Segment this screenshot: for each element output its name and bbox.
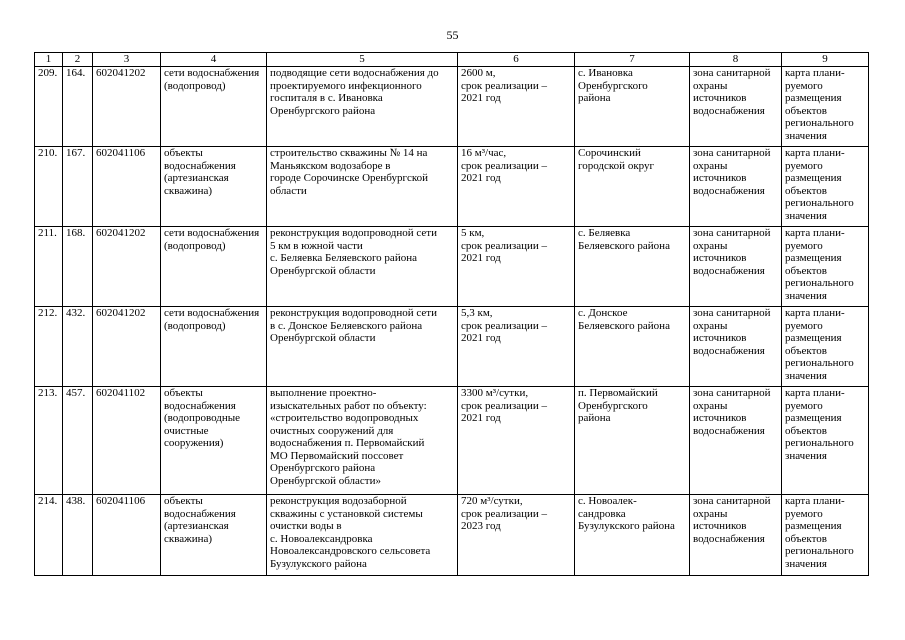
object-code: 602041202	[93, 227, 161, 307]
object-location: п. Первомайский Оренбургского района	[575, 387, 690, 495]
table-row	[35, 495, 869, 576]
column-header: 7	[575, 53, 690, 67]
column-header: 6	[458, 53, 575, 67]
object-type: сети водоснабжения (водопровод)	[161, 227, 267, 307]
column-header: 8	[690, 53, 782, 67]
zone-type: зона санитарной охраны источников водоснабжения	[690, 387, 782, 495]
column-header: 4	[161, 53, 267, 67]
zone-type: зона санитарной охраны источников водоснабжения	[690, 147, 782, 227]
object-code: 602041202	[93, 307, 161, 387]
zone-type: зона санитарной охраны источников водоснабжения	[690, 307, 782, 387]
table-row	[35, 307, 869, 387]
column-number-row	[35, 53, 869, 67]
zone-type: зона санитарной охраны источников водоснабжения	[690, 227, 782, 307]
column-header: 2	[63, 53, 93, 67]
row-number: 209.	[35, 67, 63, 147]
object-number: 432.	[63, 307, 93, 387]
object-location: с. Донское Беляевского района	[575, 307, 690, 387]
row-number: 214.	[35, 495, 63, 576]
object-type: объекты водоснабжения (артезианская скважина)	[161, 147, 267, 227]
row-number: 210.	[35, 147, 63, 227]
page-number: 55	[446, 28, 459, 42]
object-code: 602041106	[93, 495, 161, 576]
zone-type: зона санитарной охраны источников водоснабжения	[690, 67, 782, 147]
object-characteristics: 3300 м³/сутки, срок реализации – 2021 год	[458, 387, 575, 495]
object-description: реконструкция водопроводной сети в с. Донское Беляевского района Оренбургской области	[267, 307, 458, 387]
row-number: 213.	[35, 387, 63, 495]
object-number: 164.	[63, 67, 93, 147]
object-characteristics: 16 м³/час, срок реализации – 2021 год	[458, 147, 575, 227]
object-description: выполнение проектно- изыскательных работ по объекту: «строительство водопроводных очистных сооружений для водоснабжения п. Первомайский МО Первомайский поссовет Оренбургского района Оренбургской области»	[267, 387, 458, 495]
map-reference: карта плани- руемого размещения объектов регионального значения	[782, 227, 869, 307]
object-location: с. Беляевка Беляевского района	[575, 227, 690, 307]
column-header: 3	[93, 53, 161, 67]
object-location: Сорочинский городской округ	[575, 147, 690, 227]
row-number: 211.	[35, 227, 63, 307]
object-characteristics: 720 м³/сутки, срок реализации – 2023 год	[458, 495, 575, 576]
object-location: с. Ивановка Оренбургского района	[575, 67, 690, 147]
map-reference: карта плани- руемого размещения объектов регионального значения	[782, 495, 869, 576]
table-row	[35, 387, 869, 495]
column-header: 9	[782, 53, 869, 67]
object-description: реконструкция водозаборной скважины с установкой системы очистки воды в с. Новоалександровка Новоалександровского сельсовета Бузулукского района	[267, 495, 458, 576]
object-description: подводящие сети водоснабжения до проектируемого инфекционного госпиталя в с. Ивановка Оренбургского района	[267, 67, 458, 147]
map-reference: карта плани- руемого размещения объектов регионального значения	[782, 307, 869, 387]
row-number: 212.	[35, 307, 63, 387]
object-code: 602041102	[93, 387, 161, 495]
object-code: 602041106	[93, 147, 161, 227]
map-reference: карта плани- руемого размещения объектов регионального значения	[782, 387, 869, 495]
object-characteristics: 5,3 км, срок реализации – 2021 год	[458, 307, 575, 387]
table-row	[35, 147, 869, 227]
map-reference: карта плани- руемого размещения объектов регионального значения	[782, 147, 869, 227]
object-type: сети водоснабжения (водопровод)	[161, 307, 267, 387]
map-reference: карта плани- руемого размещения объектов регионального значения	[782, 67, 869, 147]
table-row	[35, 67, 869, 147]
object-description: строительство скважины № 14 на Маньякском водозаборе в городе Сорочинске Оренбургской области	[267, 147, 458, 227]
object-number: 168.	[63, 227, 93, 307]
object-description: реконструкция водопроводной сети 5 км в южной части с. Беляевка Беляевского района Оренбургской области	[267, 227, 458, 307]
column-header: 5	[267, 53, 458, 67]
document-table	[34, 52, 869, 576]
object-type: объекты водоснабжения (артезианская скважина)	[161, 495, 267, 576]
object-characteristics: 2600 м, срок реализации – 2021 год	[458, 67, 575, 147]
object-number: 457.	[63, 387, 93, 495]
column-header: 1	[35, 53, 63, 67]
object-number: 438.	[63, 495, 93, 576]
object-number: 167.	[63, 147, 93, 227]
zone-type: зона санитарной охраны источников водоснабжения	[690, 495, 782, 576]
object-characteristics: 5 км, срок реализации – 2021 год	[458, 227, 575, 307]
object-code: 602041202	[93, 67, 161, 147]
object-type: объекты водоснабжения (водопроводные очистные сооружения)	[161, 387, 267, 495]
table-row	[35, 227, 869, 307]
object-type: сети водоснабжения (водопровод)	[161, 67, 267, 147]
object-location: с. Новоалек- сандровка Бузулукского района	[575, 495, 690, 576]
